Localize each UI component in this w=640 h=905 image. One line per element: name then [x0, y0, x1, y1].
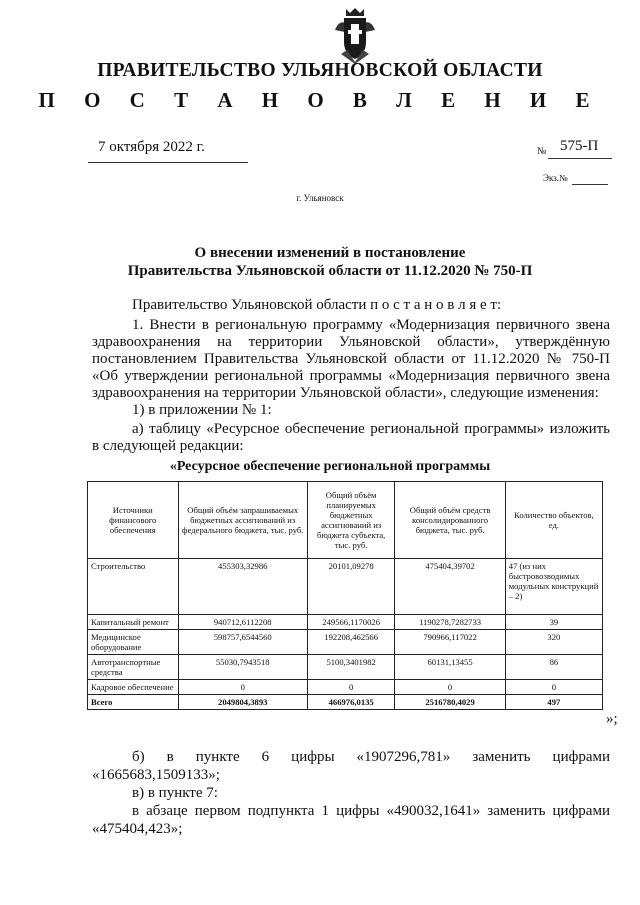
paragraph-line: постановлением Правительства Ульяновской области от 11.12.2020 № 750-П: [92, 351, 610, 367]
copy-label: Экз.№: [543, 173, 568, 183]
number-underline: [548, 158, 612, 159]
table-title: «Ресурсное обеспечение региональной программы: [169, 459, 491, 474]
paragraph-line: в) в пункте 7:: [132, 785, 218, 801]
cell-consolidated: 1190278,7282733: [395, 615, 505, 630]
table-row: [88, 559, 603, 615]
cell-source: Автотранспортные средства: [88, 655, 179, 680]
cell-source: Капитальный ремонт: [88, 615, 179, 630]
paragraph-line: 1. Внести в региональную программу «Модернизация первичного звена: [132, 317, 610, 333]
resource-table: [87, 481, 603, 710]
cell-subject: 192208,462566: [307, 630, 394, 655]
paragraph-line: в абзаце первом подпункта 1 цифры «490032,1641» заменить цифрами: [132, 803, 610, 819]
paragraph-line: здравоохранения на территории Ульяновской области», следующие изменения:: [92, 385, 599, 401]
cell-count: 0: [505, 680, 602, 695]
cell-subject: 466976,0135: [307, 695, 394, 710]
cell-count: 86: [505, 655, 602, 680]
column-header: Общий объём запрашиваемых бюджетных ассигнований из федерального бюджета, тыс. руб.: [178, 482, 307, 559]
table-closing-quote: »;: [606, 711, 618, 727]
organization-title: ПРАВИТЕЛЬСТВО УЛЬЯНОВСКОЙ ОБЛАСТИ: [97, 60, 543, 81]
cell-subject: 249566,1170026: [307, 615, 394, 630]
number-prefix: №: [537, 146, 547, 157]
column-header: Количество объектов, ед.: [505, 482, 602, 559]
cell-source: Всего: [88, 695, 179, 710]
paragraph-line: здравоохранения на территории Ульяновской области», утверждённую: [92, 334, 610, 350]
paragraph-line: а) таблицу «Ресурсное обеспечение региональной программы» изложить: [132, 421, 610, 437]
coat-of-arms-icon: [333, 6, 377, 64]
cell-source: Медицинское оборудование: [88, 630, 179, 655]
cell-consolidated: 2516780,4029: [395, 695, 505, 710]
copy-underline: [572, 184, 608, 185]
cell-federal: 55030,7943518: [178, 655, 307, 680]
cell-consolidated: 475404,39702: [395, 559, 505, 615]
table-row: [88, 655, 603, 680]
cell-count: 320: [505, 630, 602, 655]
subject-line: Правительства Ульяновской области от 11.12.2020 № 750-П: [127, 263, 533, 279]
document-type: П О С Т А Н О В Л Е Н И Е: [38, 88, 602, 112]
cell-count: 47 (из них быстровозводимых модульных конструкций – 2): [505, 559, 602, 615]
table-row: [88, 615, 603, 630]
table-total-row: [88, 695, 603, 710]
document-subject: [60, 244, 600, 280]
column-header: Общий объём средств консолидированного бюджета, тыс. руб.: [395, 482, 505, 559]
cell-count: 497: [505, 695, 602, 710]
cell-federal: 940712,6112208: [178, 615, 307, 630]
cell-subject: 20101,09278: [307, 559, 394, 615]
cell-federal: 455303,32986: [178, 559, 307, 615]
table-row: [88, 680, 603, 695]
cell-federal: 598757,6544560: [178, 630, 307, 655]
city: г. Ульяновск: [296, 193, 344, 203]
table-header-row: [88, 482, 603, 559]
cell-consolidated: 790966,117022: [395, 630, 505, 655]
column-header: Общий объём планируемых бюджетных ассигнований из бюджета субъекта, тыс. руб.: [307, 482, 394, 559]
cell-subject: 5100,3401982: [307, 655, 394, 680]
cell-count: 39: [505, 615, 602, 630]
cell-federal: 0: [178, 680, 307, 695]
cell-consolidated: 0: [395, 680, 505, 695]
cell-subject: 0: [307, 680, 394, 695]
paragraph-line: «475404,423»;: [92, 821, 183, 837]
intro-paragraph: Правительство Ульяновской области п о с т а н о в л я е т:: [132, 297, 502, 313]
document-number: 575-П: [560, 138, 599, 154]
subject-line: О внесении изменений в постановление: [194, 245, 466, 261]
cell-source: Кадровое обеспечение: [88, 680, 179, 695]
paragraph-line: «1665683,1509133»;: [92, 767, 220, 783]
paragraph-line: «Об утверждении региональной программы «Модернизация первичного звена: [92, 368, 610, 384]
column-header: Источники финансового обеспечения: [88, 482, 179, 559]
cell-source: Строительство: [88, 559, 179, 615]
date-underline: [88, 162, 248, 163]
paragraph-line: 1) в приложении № 1:: [132, 402, 272, 418]
paragraph-line: б) в пункте 6 цифры «1907296,781» заменить цифрами: [132, 749, 610, 765]
table-row: [88, 630, 603, 655]
document-date: 7 октября 2022 г.: [98, 139, 205, 155]
paragraph-line: в следующей редакции:: [92, 438, 244, 454]
cell-consolidated: 60131,13455: [395, 655, 505, 680]
cell-federal: 2049804,3893: [178, 695, 307, 710]
